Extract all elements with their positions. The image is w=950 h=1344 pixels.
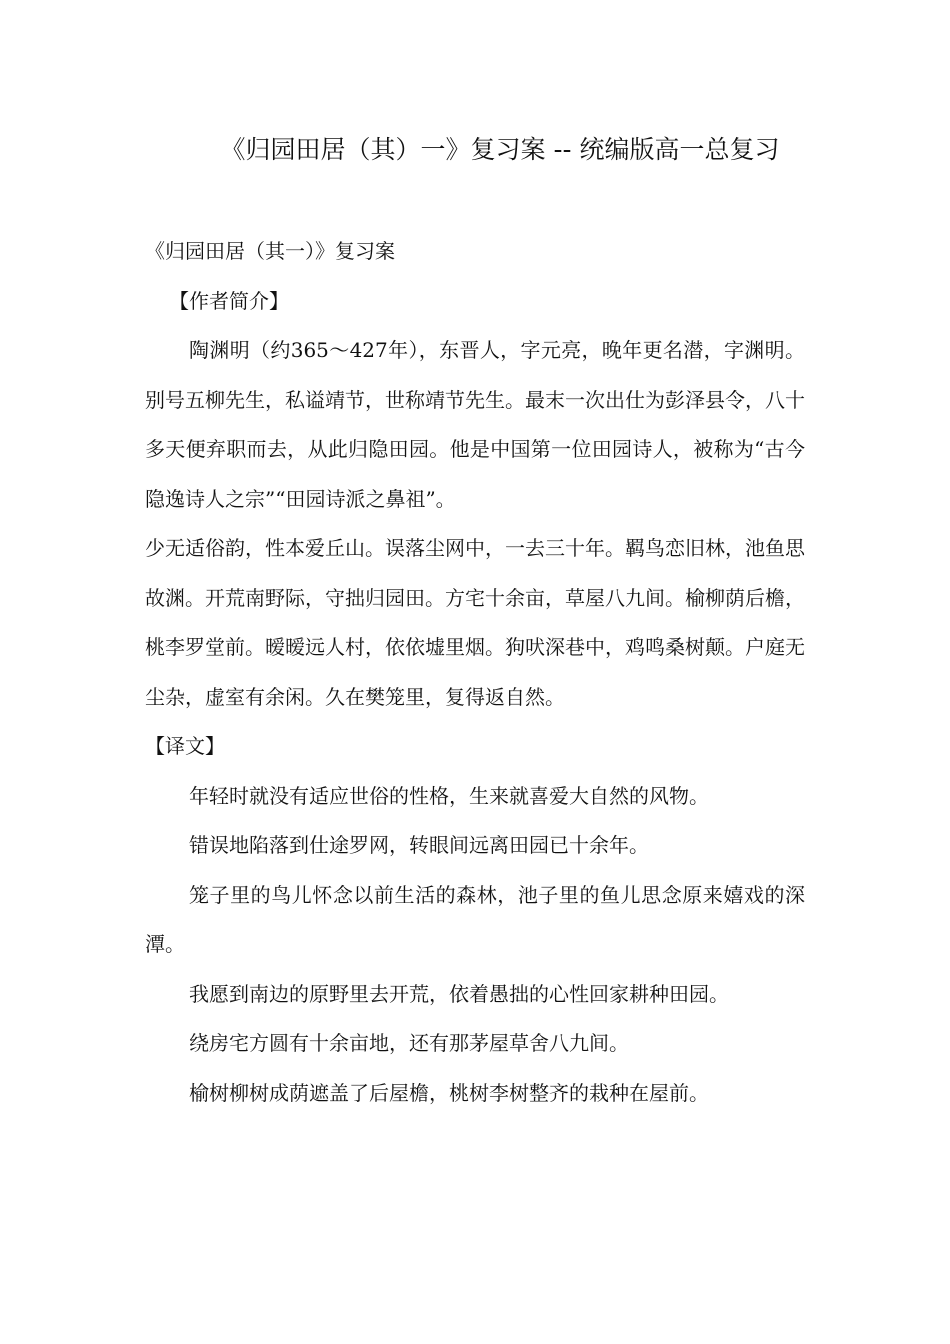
translation-line: 错误地陷落到仕途罗网，转眼间远离田园已十余年。 <box>189 833 649 857</box>
author-section-label: 【作者简介】 <box>169 288 289 313</box>
translation-line: 绕房宅方圆有十余亩地，还有那茅屋草舍八九间。 <box>189 1031 629 1055</box>
translation-section-label: 【译文】 <box>145 734 225 758</box>
author-intro-paragraph: 陶渊明（约365～427年），东晋人，字元亮，晚年更名潜，字渊明。别号五柳先生，私谥靖节，世称靖节先生。最末一次出仕为彭泽县令，八十多天便弃职而去，从此归隐田园。他是中国第一位田园诗人，被称为“古今隐逸诗人之宗”“田园诗派之鼻祖”。 <box>145 338 805 511</box>
translation-line: 年轻时就没有适应世俗的性格，生来就喜爱大自然的风物。 <box>189 783 709 808</box>
translation-line: 笼子里的鸟儿怀念以前生活的森林，池子里的鱼儿思念原来嬉戏的深潭。 <box>145 882 805 956</box>
document-body <box>145 227 805 1118</box>
translation-line: 我愿到南边的原野里去开荒，依着愚拙的心性回家耕种田园。 <box>189 981 729 1006</box>
poem-text: 少无适俗韵，性本爱丘山。误落尘网中，一去三十年。羁鸟恋旧林，池鱼思故渊。开荒南野际，守拙归园田。方宅十余亩，草屋八九间。榆柳荫后檐，桃李罗堂前。暧暧远人村，依依墟里烟。狗吠深巷中，鸡鸣桑树颠。户庭无尘杂，虚室有余闲。久在樊笼里，复得返自然。 <box>145 536 805 709</box>
document-title: 《归园田居（其）一》复习案 -- 统编版高一总复习 <box>220 135 780 164</box>
poem-heading: 《归园田居（其一）》复习案 <box>145 239 395 263</box>
translation-line: 榆树柳树成荫遮盖了后屋檐，桃树李树整齐的栽种在屋前。 <box>189 1080 709 1105</box>
